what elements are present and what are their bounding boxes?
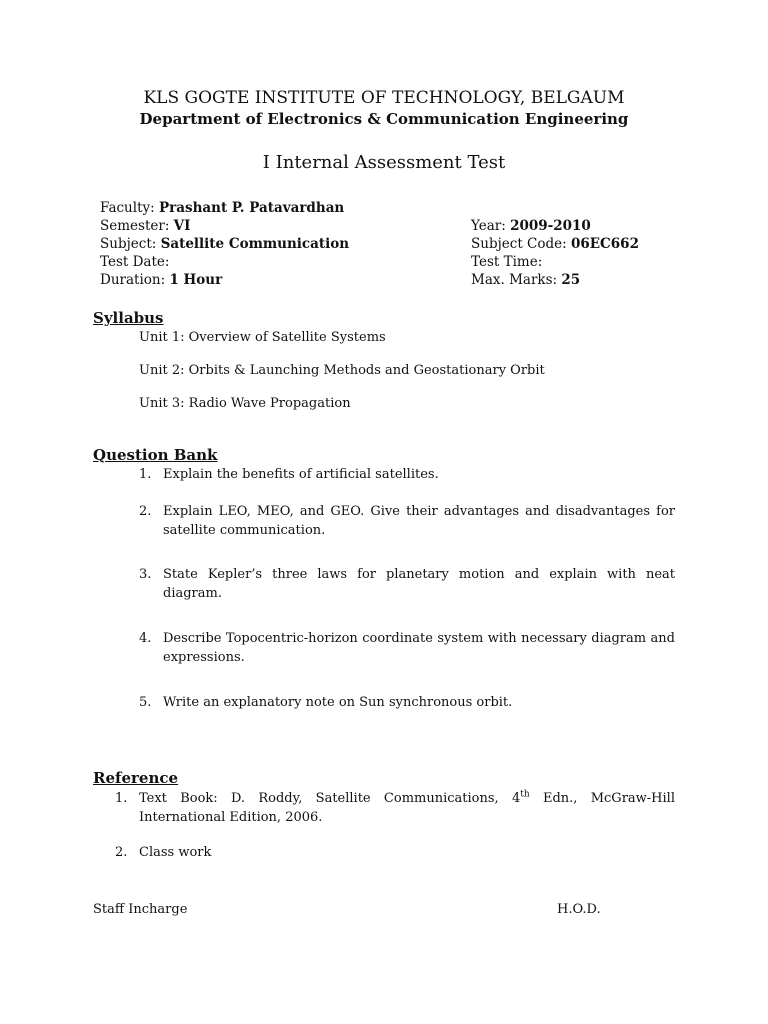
syllabus-unit: Unit 2: Orbits & Launching Methods and Geostationary Orbit	[139, 363, 545, 378]
max-marks-value: 25	[561, 272, 581, 288]
hod-label: H.O.D.	[557, 902, 601, 917]
question-text: Explain LEO, MEO, and GEO. Give their advantages and disadvantages for satellite communication.	[163, 504, 675, 538]
year-value: 2009-2010	[510, 218, 591, 234]
subject-code-label: Subject Code:	[471, 236, 571, 252]
semester-value: VI	[173, 218, 191, 234]
question-number: 4.	[139, 631, 152, 646]
subject-line	[100, 236, 349, 252]
test-time-label: Test Time:	[471, 254, 543, 270]
question-text: Describe Topocentric-horizon coordinate system with necessary diagram and expressions.	[163, 631, 675, 665]
faculty-label: Faculty:	[100, 200, 159, 216]
reference-text-pre: Text Book: D. Roddy, Satellite Communications, 4	[139, 791, 521, 806]
syllabus-heading: Syllabus	[93, 309, 164, 327]
semester-line	[100, 218, 190, 234]
max-marks-label: Max. Marks:	[471, 272, 562, 288]
question-number: 2.	[139, 504, 152, 519]
year-line	[471, 218, 591, 234]
question-text: State Kepler’s three laws for planetary motion and explain with neat diagram.	[163, 567, 675, 601]
subject-value: Satellite Communication	[160, 236, 350, 252]
semester-label: Semester:	[100, 218, 174, 234]
duration-line	[100, 272, 222, 288]
faculty-value: Prashant P. Patavardhan	[158, 200, 345, 216]
reference-superscript: th	[520, 789, 530, 800]
reference-number: 2.	[115, 845, 128, 860]
reference-text-post: Edn., McGraw-Hill International Edition, 2006.	[139, 791, 675, 825]
question-number: 5.	[139, 695, 152, 710]
reference-heading: Reference	[93, 769, 179, 787]
test-time-line	[471, 254, 542, 270]
syllabus-unit: Unit 1: Overview of Satellite Systems	[139, 330, 386, 345]
staff-incharge-label: Staff Incharge	[93, 902, 188, 917]
duration-value: 1 Hour	[169, 272, 223, 288]
question-number: 3.	[139, 567, 152, 582]
question-text: Explain the benefits of artificial satellites.	[163, 467, 439, 482]
subject-code-value: 06EC662	[570, 236, 639, 252]
test-date-label: Test Date:	[100, 254, 170, 270]
test-title: I Internal Assessment Test	[262, 152, 506, 173]
reference-text	[139, 790, 675, 827]
reference-text: Class work	[139, 845, 212, 860]
duration-label: Duration:	[100, 272, 170, 288]
question-text: Write an explanatory note on Sun synchronous orbit.	[163, 695, 513, 710]
question-number: 1.	[139, 467, 152, 482]
institute-name: KLS GOGTE INSTITUTE OF TECHNOLOGY, BELGAUM	[143, 88, 625, 108]
department-name: Department of Electronics & Communication Engineering	[139, 110, 629, 128]
reference-number: 1.	[115, 791, 128, 806]
question-bank-heading: Question Bank	[93, 446, 218, 464]
faculty-line	[100, 200, 344, 216]
subject-code-line	[471, 236, 639, 252]
syllabus-unit: Unit 3: Radio Wave Propagation	[139, 396, 351, 411]
max-marks-line	[471, 272, 580, 288]
subject-label: Subject:	[100, 236, 161, 252]
test-date-line	[100, 254, 169, 270]
year-label: Year:	[471, 218, 511, 234]
